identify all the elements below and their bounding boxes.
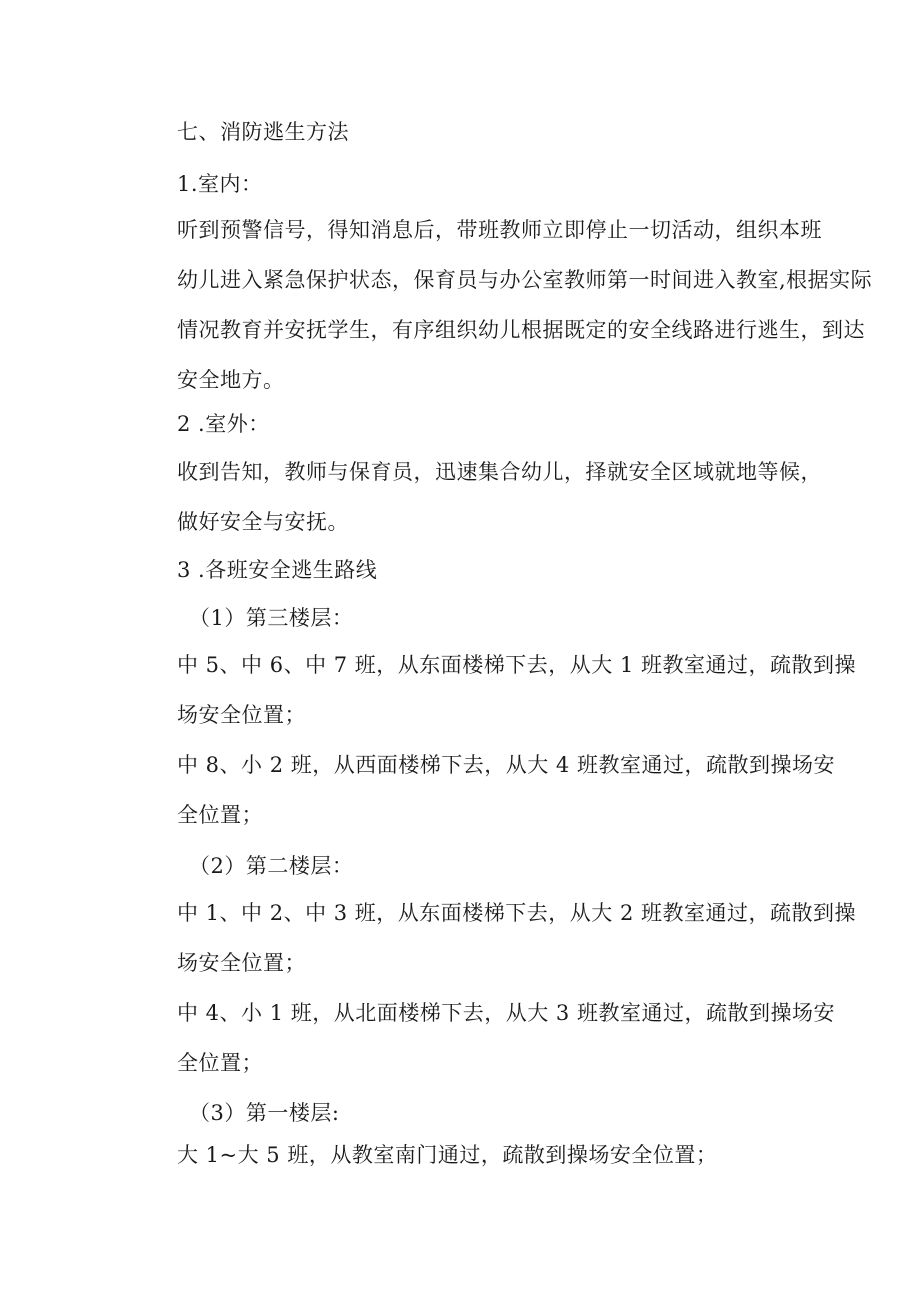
- item2-line-1: 收到告知，教师与保育员，迅速集合幼儿，择就安全区域就地等候，: [177, 460, 822, 484]
- item2-heading: 2 .室外：: [177, 412, 270, 436]
- item1-line-3: 情况教育并安抚学生，有序组织幼儿根据既定的安全线路进行逃生，到达: [177, 318, 865, 342]
- floor1-heading: （3）第一楼层:: [189, 1101, 340, 1125]
- floor3-route2: [177, 740, 835, 840]
- floor3-heading: （1）第三楼层：: [189, 606, 354, 630]
- item2-paragraph: [177, 447, 822, 547]
- floor2-route2-line-1: 中 4、小 1 班，从北面楼梯下去，从大 3 班教室通过，疏散到操场安: [177, 1001, 835, 1025]
- floor3-route2-line-1: 中 8、小 2 班，从西面楼梯下去，从大 4 班教室通过，疏散到操场安: [177, 753, 835, 777]
- floor3-route1-line-1: 中 5、中 6、中 7 班，从东面楼梯下去，从大 1 班教室通过，疏散到操: [177, 653, 856, 677]
- item1-line-1: 听到预警信号，得知消息后，带班教师立即停止一切活动，组织本班: [177, 218, 822, 242]
- floor2-route2: [177, 988, 835, 1088]
- floor2-route2-line-2: 全位置；: [177, 1051, 263, 1075]
- item2-line-2: 做好安全与安抚。: [177, 510, 349, 534]
- floor3-route1: [177, 640, 856, 740]
- item3-heading: 3 .各班安全逃生路线: [177, 558, 378, 582]
- item1-heading: 1.室内：: [177, 172, 263, 196]
- floor2-route1-line-2: 场安全位置；: [177, 951, 306, 975]
- section-title: 七、消防逃生方法: [177, 120, 349, 144]
- floor3-route1-line-2: 场安全位置；: [177, 703, 306, 727]
- floor1-route: 大 1~大 5 班，从教室南门通过，疏散到操场安全位置；: [177, 1143, 718, 1167]
- item1-line-4: 安全地方。: [177, 368, 285, 392]
- floor2-route1: [177, 888, 856, 988]
- item1-paragraph: [177, 205, 873, 405]
- floor2-route1-line-1: 中 1、中 2、中 3 班，从东面楼梯下去，从大 2 班教室通过，疏散到操: [177, 901, 856, 925]
- item1-line-2: 幼儿进入紧急保护状态，保育员与办公室教师第一时间进入教室,根据实际: [177, 268, 873, 292]
- floor2-heading: （2）第二楼层：: [189, 854, 354, 878]
- floor3-route2-line-2: 全位置；: [177, 803, 263, 827]
